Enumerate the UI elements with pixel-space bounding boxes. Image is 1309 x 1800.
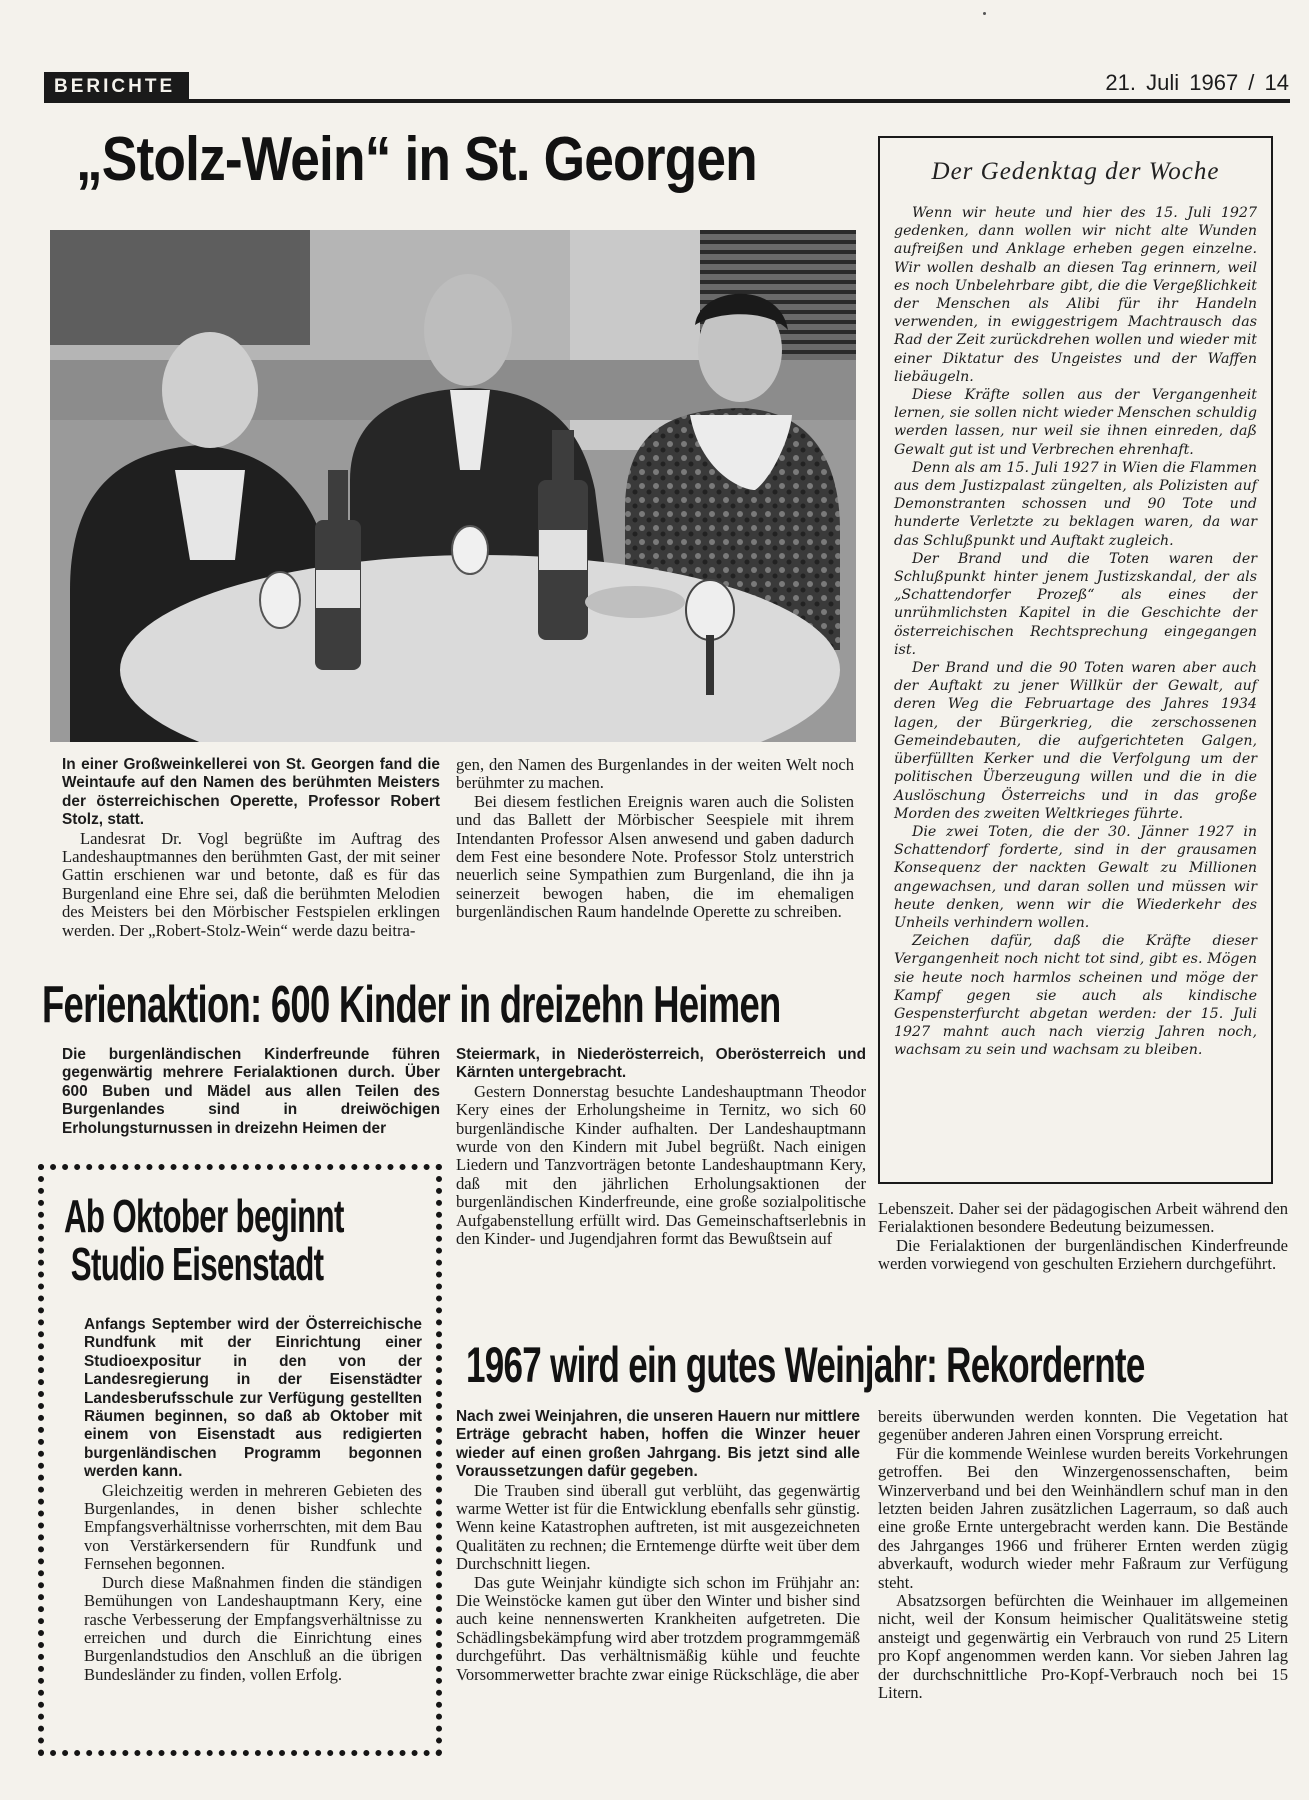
gedenktag-paragraph: Zeichen dafür, daß die Kräfte dieser Vergangenheit noch nicht tot sind, gibt es. Mögen sie heute noch harmlos scheinen und möge der Kampf gegen sie auch als kindische Gespensterfurcht abgetan werden: der 15. Juli 1927 mahnt auch nach vierzig Jahren noch, wachsam zu sein und wachsam zu bleiben. [894,933,1257,1059]
article1-col1 [62,756,440,940]
header-rule [44,99,1290,103]
gedenktag-paragraph: Wenn wir heute und hier des 15. Juli 1927 gedenken, dann wollen wir nicht alte Wunden aufreißen und Anklage erheben gegen einzelne. Wir wollen deshalb an diesen Tag erinnern, weil es noch Unbelehrbare gibt, die die Vergeßlichkeit der Menschen als Alibi für ihr Handeln verwenden, in ewiggestrigem Machtrausch das Rad der Zeit zurückdrehen wollen und wieder mit einer Diktatur des Ungeistes und der Waffen liebäugeln. [894,205,1257,385]
gedenktag-body [894,204,1257,1060]
article3-lead: Anfangs September wird der Österreichische Rundfunk mit der Einrichtung einer Studioexpositur in den von der Landesregierung in der Eisenstädter Landesberufsschule zur Verfügung gestellten Räumen beginnen, so daß ab Oktober mit einem von Eisenstadt aus redigierten burgenländischen Programm begonnen werden kann. [84,1316,422,1481]
headline-ferienaktion: Ferienaktion: 600 Kinder in dreizehn Heimen [42,976,781,1034]
article1-paragraph: gen, den Namen des Burgenlandes in der weiten Welt noch berühmter zu machen. [456,755,854,793]
article3-paragraph: Gleichzeitig werden in mehreren Gebieten des Burgenlandes, in denen bisher schlechte Empfangsverhältnisse vorherrschten, mit dem Bau von Verstärkersendern für Rundfunk und Fernsehen begonnen. [84,1480,422,1574]
article3-body [84,1316,422,1684]
article1-col2 [456,756,854,922]
article2-lead: Steiermark, in Niederösterreich, Oberösterreich und Kärnten untergebracht. [456,1046,866,1082]
article4-paragraph: Das gute Weinjahr kündigte sich schon im Frühjahr an: Die Weinstöcke kamen gut über den Winter und bisher sind auch keine nennenswerten Krankheiten aufgetreten. Die Schädlingsbekämpfung wird aber trotzdem programmgemäß durchgeführt. Das verhältnismäßig kühle und feuchte Vorsommerwetter brachte zwar einige Rückschläge, die aber [456,1572,860,1684]
article4-paragraph: bereits überwunden werden konnten. Die Vegetation hat gegenüber anderen Jahren einen Vorsprung erreicht. [878,1407,1288,1445]
article4-lead: Nach zwei Weinjahren, die unseren Hauern nur mittlere Erträge gebracht haben, hoffen die Winzer heuer wieder auf einen großen Jahrgang. Bis jetzt sind alle Voraussetzungen dafür gegeben. [456,1408,860,1481]
headline-line: Studio Eisenstadt [70,1238,324,1291]
article4-paragraph: Die Trauben sind überall gut verblüht, das gegenwärtig warme Wetter ist für die Entwicklung ebenfalls sehr günstig. Wenn keine Katastrophen auftreten, ist mit ausgezeichneten Qualitäten zu rechnen; die Erntemenge dürfte weit über dem Durchschnitt liegen. [456,1480,860,1574]
article2-lead: Die burgenländischen Kinderfreunde führen gegenwärtig mehrere Ferialaktionen durch. Über 600 Buben und Mädel aus allen Teilen des Burgenlandes sind in dreiwöchigen Erholungsturnussen in dreizehn Heimen der [62,1046,440,1137]
headline-line: Ab Oktober beginnt [64,1190,344,1242]
article2-paragraph: Die Ferialaktionen der burgenländischen Kinderfreunde werden vorwiegend von geschulten Erziehern durchgeführt. [878,1235,1288,1274]
date-page: 21. Juli 1967 / 14 [1105,70,1289,95]
article1-paragraph: Landesrat Dr. Vogl begrüßte im Auftrag des Landeshauptmannes den berühmten Gast, der mit seiner Gattin erschienen war und betonte, daß es für das Burgenland eine Ehre sei, daß die berühmten Melodien des Meisters bei den Mörbischer Festspielen erklingen werden. Der „Robert-Stolz-Wein“ werde dazu beitra- [62,828,440,940]
gedenktag-paragraph: Denn als am 15. Juli 1927 in Wien die Flammen aus dem Justizpalast züngelten, als Polizisten auf Demonstranten schossen und 90 Tote und hunderte Verletzte zu beklagen waren, da war das Schlußpunkt und Auftakt zugleich. [894,459,1257,549]
paper-speck [983,12,986,15]
article2-col3 [878,1200,1288,1274]
headline-weinjahr: 1967 wird ein gutes Weinjahr: Rekordernte [466,1337,1145,1393]
article4-col2 [878,1408,1288,1703]
article4-paragraph: Für die kommende Weinlese wurden bereits Vorkehrungen getroffen. Bei den Winzergenossenschaften, beim Winzerverband und bei den Weinhändlern schuf man in den letzten beiden Jahren zusätzlichen Lagerraum, so daß auch eine große Ernte untergebracht werden kann. Die Bestände des Jahrganges 1966 und früherer Ernten werden zügig abverkauft, wodurch wieder mehr Faßraum zur Verfügung steht. [878,1443,1288,1592]
headline-stolz-wein: „Stolz-Wein“ in St. Georgen [76,125,757,194]
gedenktag-paragraph: Der Brand und die 90 Toten waren aber auch der Auftakt zu jener Willkür der Gewalt, auf deren Weg die Februartage des Jahres 1934 lagen, der Bürgerkrieg, die zerschossenen Gemeindebauten, die aufgerichteten Galgen, überfüllten Kerker und die Verfolgung um der politischen Überzeugung willen und die in die Auslöschung Österreichs und in das große Morden des zweiten Weltkrieges führte. [894,660,1257,822]
article2-paragraph: Gestern Donnerstag besuchte Landeshauptmann Theodor Kery eines der Erholungsheime in Ternitz, wo sich 60 burgenländische Kinder aufhalten. Der Landeshauptmann wurde von den Kindern mit Jubel begrüßt. Nach einigen Liedern und Tanzvorträgen betonte Landeshauptmann Kery, daß mit den jährlichen Erholungsaktionen der burgenländischen Kinderfreunde, eine große sozialpolitische Aufgabenstellung erfüllt wird. Das Gemeinschaftserlebnis in den Kinder- und Jugendjahren formt das Bewußtsein auf [456,1081,866,1249]
article2-col2 [456,1046,866,1248]
gedenktag-paragraph: Die zwei Toten, die der 30. Jänner 1927 in Schattendorf forderte, sind in der grausamen Konsequenz der nackten Gewalt zu Millionen angewachsen, und daran sollen und müssen wir heute denken, wenn wir die Wiederkehr des Unheils verhindern wollen. [894,823,1257,931]
gedenktag-box [878,136,1273,1184]
article4-paragraph: Absatzsorgen befürchten die Weinhauer im allgemeinen nicht, weil der Konsum heimischer Qualitätsweine stetig ansteigt und gegenwärtig ein Verbrauch von rund 25 Litern pro Kopf angenommen werden kann. Vor sieben Jahren lag der durchschnittliche Pro-Kopf-Verbrauch noch bei 15 Litern. [878,1591,1288,1703]
article1-paragraph: Bei diesem festlichen Ereignis waren auch die Solisten und das Ballett der Mörbischer Seespiele mit ihrem Intendanten Professor Alsen anwesend und gaben dadurch dem Fest eine besondere Note. Professor Stolz unterstrich neuerlich seine Sympathien zum Burgenland, die ihn ja seinerzeit bewogen haben, die im ehemaligen burgenländischen Raum handelnde Operette zu schreiben. [456,791,854,922]
article3-paragraph: Durch diese Maßnahmen finden die ständigen Bemühungen von Landeshauptmann Kery, eine rasche Verbesserung der Empfangsverhältnisse zu erreichen und durch die Einrichtung eines Burgenlandstudios den Anschluß an die übrigen Bundesländer zu finden, vollen Erfolg. [84,1572,422,1684]
article1-lead: In einer Großweinkellerei von St. Georgen fand die Weintaufe auf den Namen des berühmten Meisters der österreichischen Operette, Professor Robert Stolz, statt. [62,756,440,829]
article2-col1 [62,1046,440,1138]
gedenktag-title: Der Gedenktag der Woche [931,158,1220,185]
headline-studio-eisenstadt [64,1192,344,1289]
section-label: BERICHTE [44,72,189,103]
article2-paragraph: Lebenszeit. Daher sei der pädagogischen Arbeit während den Ferialaktionen besondere Bedeutung beizumessen. [878,1199,1288,1237]
news-photo [50,230,856,742]
gedenktag-paragraph: Diese Kräfte sollen aus der Vergangenheit lernen, sie sollen nicht wieder Menschen schuldig werden lassen, nur weil sie ihnen einreden, daß Gewalt gut ist und Verbrechen ehrenhaft. [894,387,1257,458]
gedenktag-paragraph: Der Brand und die Toten waren der Schlußpunkt hinter jenem Justizskandal, der als „Schattendorfer Prozeß“ als eines der unrühmlichsten Kapitel in die Geschichte der österreichischen Rechtsprechung eingegangen ist. [894,550,1257,658]
article4-col1 [456,1408,860,1684]
